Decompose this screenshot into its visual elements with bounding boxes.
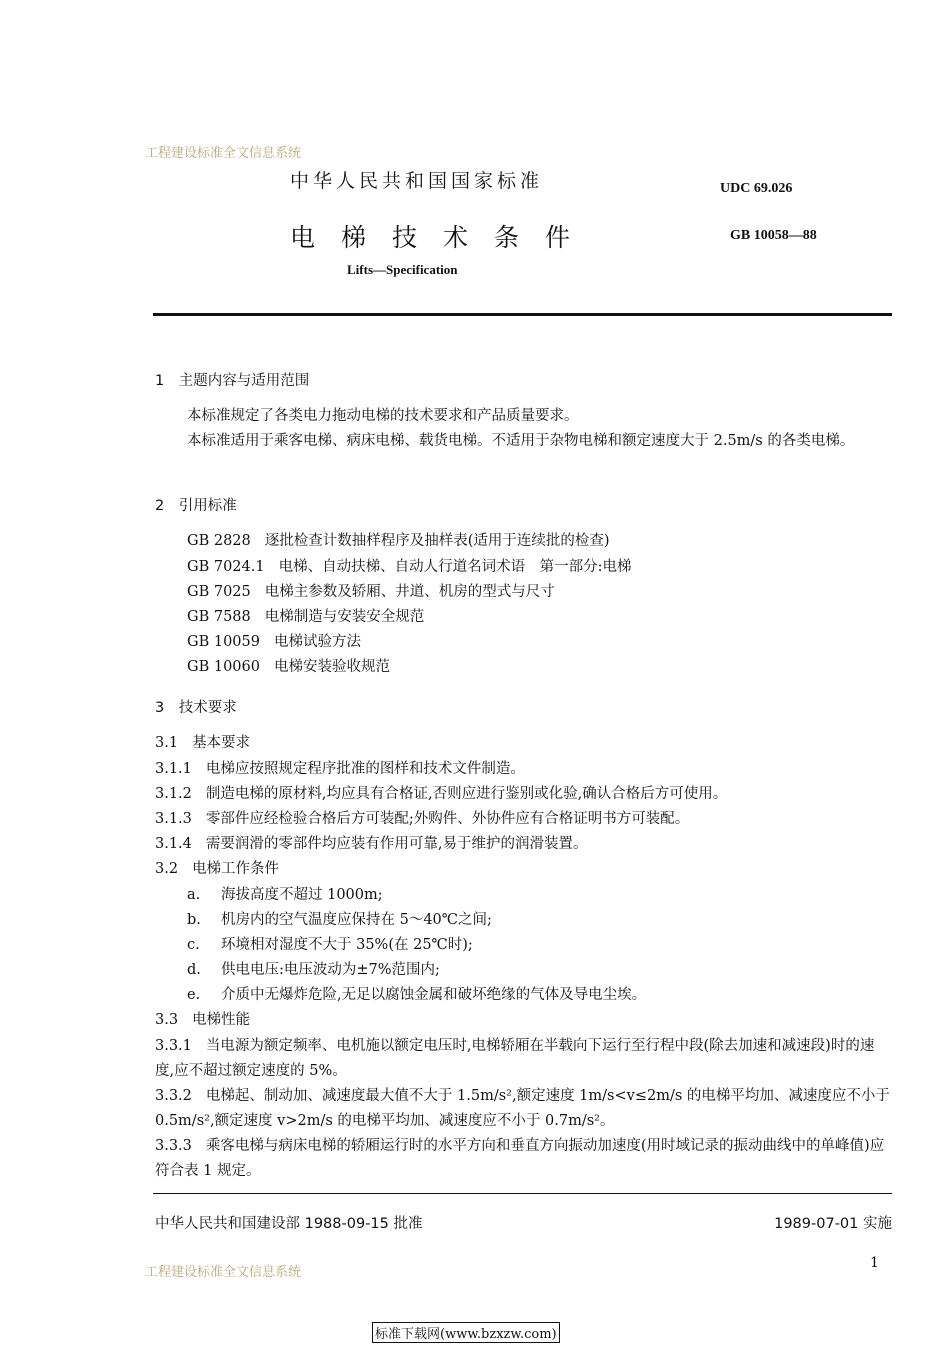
clause-text: 电梯应按照规定程序批准的图样和技术文件制造。 — [205, 761, 525, 777]
reference-name: 电梯试验方法 — [273, 634, 361, 650]
section-1-paragraph-1: 本标准规定了各类电力拖动电梯的技术要求和产品质量要求。 — [187, 408, 579, 424]
clause-3-1-2 — [155, 782, 727, 807]
reference-code: GB 7024.1 — [187, 559, 265, 575]
clause-3-1-1 — [155, 757, 525, 782]
section-1-heading: 1 主题内容与适用范围 — [155, 373, 310, 389]
condition-letter: d. — [187, 962, 201, 978]
national-standard-label: 中华人民共和国国家标准 — [290, 170, 544, 192]
condition-text: 海拔高度不超过 1000m; — [221, 887, 383, 903]
condition-text: 介质中无爆炸危险,无足以腐蚀金属和破坏绝缘的气体及导电尘埃。 — [221, 987, 647, 1003]
section-1-paragraph-2: 本标准适用于乘客电梯、病床电梯、载货电梯。不适用于杂物电梯和额定速度大于 2.5m/s 的各类电梯。 — [187, 433, 855, 449]
header-divider — [153, 313, 892, 316]
reference-code: GB 7588 — [187, 609, 251, 625]
clause-text: 电梯工作条件 — [192, 861, 280, 877]
section-2-heading: 2 引用标准 — [155, 498, 237, 514]
clause-text: 基本要求 — [192, 735, 251, 751]
watermark-top: 工程建设标准全文信息系统 — [145, 146, 302, 161]
clause-3-3-2 — [155, 1084, 893, 1134]
clause-number: 3.1.1 — [155, 761, 192, 777]
clause-text: 当电源为额定频率、电机施以额定电压时,电梯轿厢在半载向下运行至行程中段(除去加速和减速段)时的速度,应不超过额定速度的 5%。 — [155, 1038, 875, 1079]
condition-item — [187, 883, 383, 908]
reference-item — [187, 555, 631, 580]
clause-number: 3.1.4 — [155, 836, 192, 852]
condition-letter: c. — [187, 937, 200, 953]
condition-letter: e. — [187, 987, 201, 1003]
condition-item — [187, 933, 473, 958]
effective-date: 1989-07-01 实施 — [774, 1216, 892, 1232]
reference-code: GB 2828 — [187, 533, 251, 549]
clause-text: 制造电梯的原材料,均应具有合格证,否则应进行鉴别或化验,确认合格后方可使用。 — [205, 786, 728, 802]
clause-number: 3.1.2 — [155, 786, 192, 802]
condition-item — [187, 908, 492, 933]
clause-number: 3.1.3 — [155, 811, 192, 827]
standard-code: GB 10058—88 — [730, 228, 817, 243]
clause-text: 电梯性能 — [192, 1012, 251, 1028]
condition-text: 环境相对湿度不大于 35%(在 25℃时); — [221, 937, 473, 953]
page-title: 电梯技术条件 — [290, 223, 597, 252]
reference-name: 电梯主参数及轿厢、井道、机房的型式与尺寸 — [264, 584, 555, 600]
reference-item — [187, 580, 555, 605]
page-number: 1 — [870, 1255, 879, 1271]
udc-code: UDC 69.026 — [720, 181, 793, 196]
condition-text: 机房内的空气温度应保持在 5～40℃之间; — [221, 912, 492, 928]
clause-3-2 — [155, 857, 279, 882]
reference-name: 电梯制造与安装安全规范 — [264, 609, 425, 625]
clause-3-1-4 — [155, 832, 588, 857]
clause-number: 3.1 — [155, 735, 179, 751]
reference-name: 电梯、自动扶梯、自动人行道名词术语 第一部分:电梯 — [278, 559, 632, 575]
footer-divider — [153, 1193, 892, 1194]
reference-code: GB 7025 — [187, 584, 251, 600]
reference-code: GB 10060 — [187, 659, 260, 675]
clause-text: 电梯起、制动加、减速度最大值不大于 1.5m/s²,额定速度 1m/s<v≤2m/s 的电梯平均加、减速度应不小于 0.5m/s²,额定速度 v>2m/s 的电梯平均加、减速度应不小于 0.7m/s²。 — [155, 1088, 890, 1129]
clause-3-1-3 — [155, 807, 689, 832]
reference-item — [187, 605, 424, 630]
approval-note: 中华人民共和国建设部 1988-09-15 批准 — [155, 1216, 423, 1232]
site-link[interactable]: 标准下载网(www.bzxzw.com) — [372, 1322, 560, 1343]
reference-item — [187, 655, 390, 680]
english-title: Lifts—Specification — [347, 262, 458, 277]
condition-letter: b. — [187, 912, 201, 928]
clause-3-3-1 — [155, 1034, 893, 1084]
clause-3-1 — [155, 731, 250, 756]
clause-text: 需要润滑的零部件均应装有作用可靠,易于维护的润滑装置。 — [205, 836, 588, 852]
reference-name: 逐批检查计数抽样程序及抽样表(适用于连续批的检查) — [264, 533, 610, 549]
condition-text: 供电电压:电压波动为±7%范围内; — [221, 962, 440, 978]
condition-item — [187, 958, 440, 983]
reference-item — [187, 630, 361, 655]
condition-letter: a. — [187, 887, 201, 903]
reference-code: GB 10059 — [187, 634, 260, 650]
clause-number: 3.2 — [155, 861, 179, 877]
condition-item — [187, 983, 646, 1008]
clause-number: 3.3.1 — [155, 1038, 192, 1054]
clause-number: 3.3 — [155, 1012, 179, 1028]
reference-item — [187, 529, 610, 554]
watermark-bottom: 工程建设标准全文信息系统 — [145, 1265, 302, 1280]
section-3-heading: 3 技术要求 — [155, 700, 237, 716]
clause-3-3 — [155, 1008, 250, 1033]
clause-number: 3.3.2 — [155, 1088, 192, 1104]
reference-name: 电梯安装验收规范 — [273, 659, 390, 675]
clause-number: 3.3.3 — [155, 1138, 192, 1154]
clause-3-3-3 — [155, 1134, 893, 1184]
clause-text: 零部件应经检验合格后方可装配;外购件、外协件应有合格证明书方可装配。 — [205, 811, 690, 827]
clause-text: 乘客电梯与病床电梯的轿厢运行时的水平方向和垂直方向振动加速度(用时域记录的振动曲线中的单峰值)应符合表 1 规定。 — [155, 1138, 885, 1179]
